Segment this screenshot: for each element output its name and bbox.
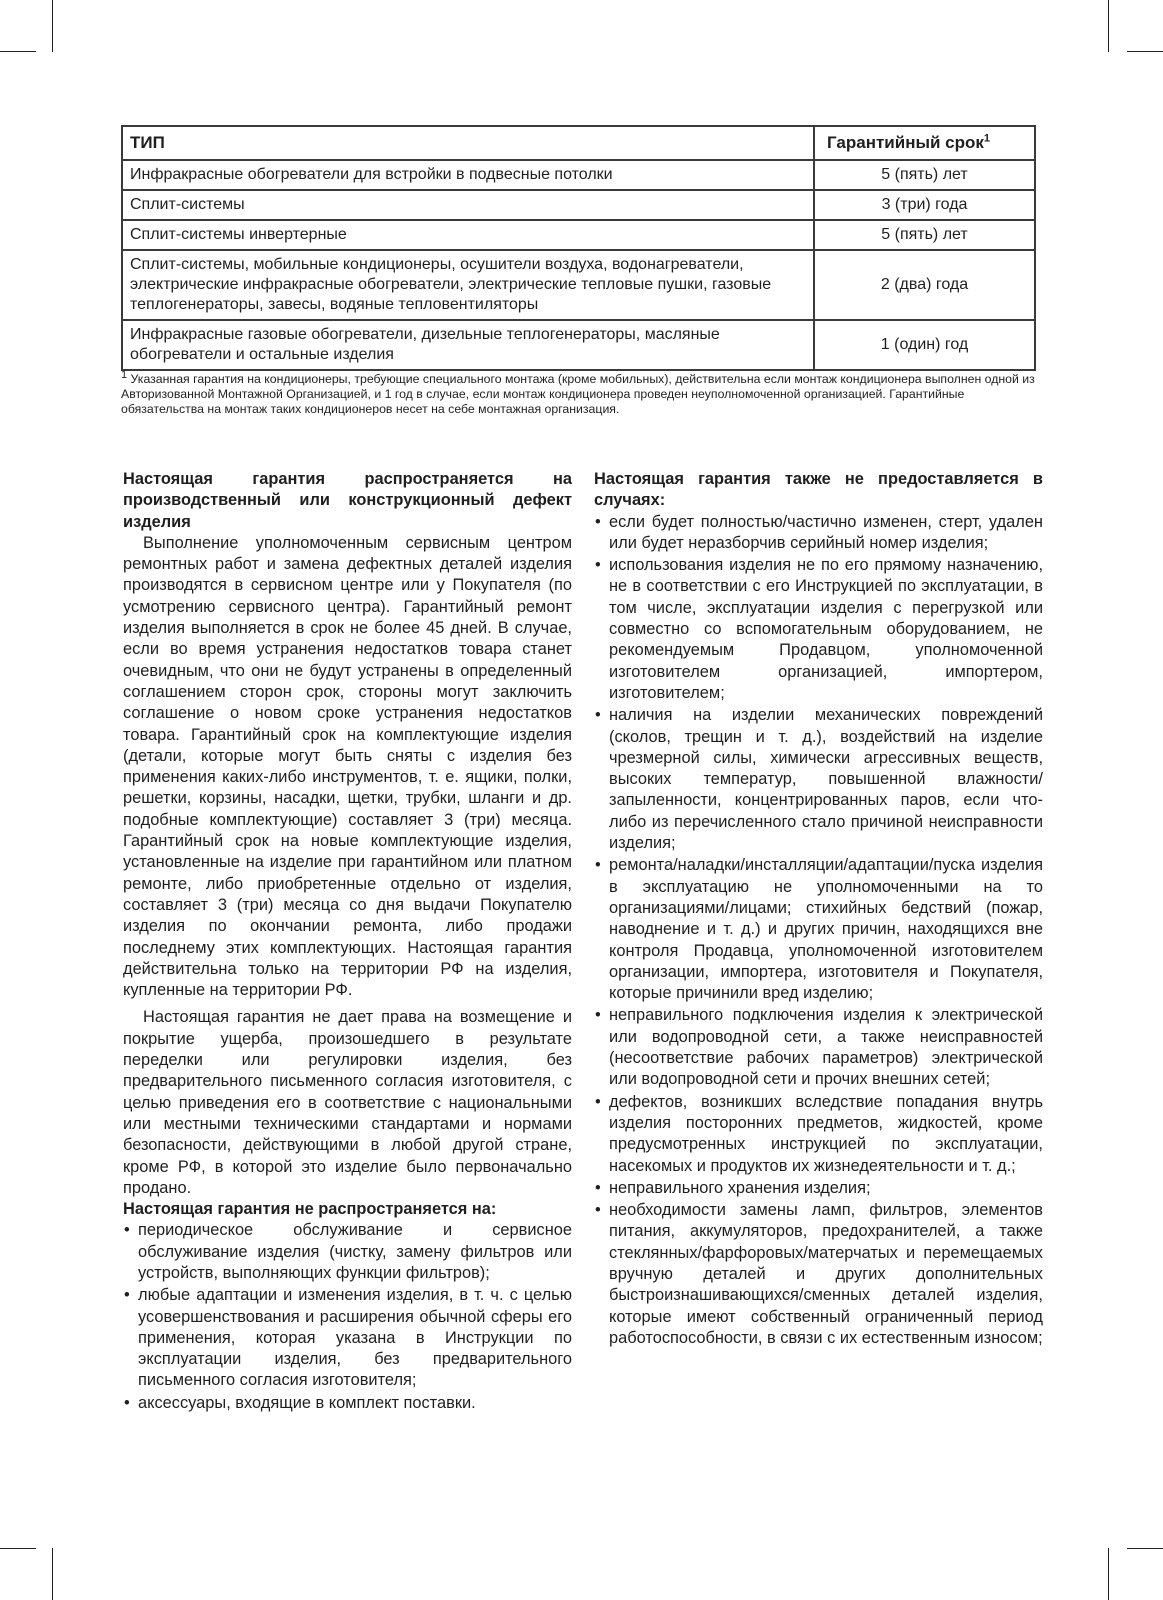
list-item: • дефектов, возникших вследствие попадания внутрь изделия посторонних предметов, жидкостей, кроме предусмотренных инструкцией по эксплуатации, насекомых и продуктов их жизнедеятельности и т. д.;: [594, 1092, 1043, 1177]
type-cell: Инфракрасные газовые обогреватели, дизельные теплогенераторы, масляные обогреватели и остальные изделия: [122, 320, 814, 370]
footnote-marker: 1: [983, 132, 991, 145]
type-cell: Сплит-системы, мобильные кондиционеры, осушители воздуха, водонагреватели, электрические инфракрасные обогреватели, электрические тепловые пушки, газовые теплогенераторы, завесы, водяные тепловентиляторы: [122, 250, 814, 320]
term-cell: 2 (два) года: [814, 250, 1035, 320]
crop-mark: [1108, 1548, 1109, 1600]
term-cell: 5 (пять) лет: [814, 220, 1035, 250]
term-cell: 5 (пять) лет: [814, 160, 1035, 190]
crop-mark: [0, 51, 36, 52]
crop-mark: [1127, 1548, 1163, 1549]
footnote-text: Указанная гарантия на кондиционеры, требующие специального монтажа (кроме мобильных), действительна если монтаж кондиционера выполнен одной из Авторизованной Монтажной Организацией, и 1 год в случае, если монтаж кондиционера проведен неуполномоченной организацией. Гарантийные обязательства на монтаж таких кондиционеров несет на себе монтажная организация.: [121, 372, 1035, 416]
cases-list: [594, 512, 1043, 1350]
crop-mark: [52, 0, 53, 52]
term-header-label: Гарантийный срок: [827, 133, 984, 152]
list-item: • аксессуары, входящие в комплект поставки.: [123, 1393, 572, 1414]
left-column: [123, 469, 572, 1415]
section-heading: Настоящая гарантия не распространяется на:: [123, 1200, 497, 1219]
list-item: • неправильного подключения изделия к электрической или водопроводной сети, а также неисправностей (несоответствие рабочих параметров) электрической или водопроводной сети и прочих внешних сетей;: [594, 1005, 1043, 1090]
type-cell: Инфракрасные обогреватели для встройки в подвесные потолки: [122, 160, 814, 190]
list-item: • ремонта/наладки/инсталляции/адаптации/пуска изделия в эксплуатацию не уполномоченными на то организациями/лицами; стихийных бедствий (пожар, наводнение и т. д.) и других причин, находящихся вне контроля Продавца, уполномоченной изготовителем организации, импортера, изготовителя и Покупателя, которые причинили вред изделию;: [594, 855, 1043, 1004]
table-row: [122, 250, 1035, 320]
term-cell: 1 (один) год: [814, 320, 1035, 370]
table-header-row: [122, 126, 1035, 160]
type-column-header: ТИП: [122, 126, 814, 160]
term-column-header: [814, 126, 1035, 160]
footnote: [121, 368, 1036, 417]
crop-mark: [52, 1548, 53, 1600]
section-heading: Настоящая гарантия также не предоставляется в случаях:: [594, 470, 1043, 510]
table-row: [122, 320, 1035, 370]
crop-mark: [1108, 0, 1109, 52]
warranty-table: [121, 125, 1036, 371]
list-item: • наличия на изделии механических повреждений (сколов, трещин и т. д.), воздействий на изделие чрезмерной силы, химически агрессивных веществ, высоких температур, повышенной влажности/запыленности, концентрированных паров, если что-либо из перечисленного стало причиной неисправности изделия;: [594, 705, 1043, 854]
crop-mark: [0, 1548, 36, 1549]
list-item: • использования изделия не по его прямому назначению, не в соответствии с его Инструкцией по эксплуатации, в том числе, эксплуатации изделия с перегрузкой или совместно со вспомогательным оборудованием, не рекомендуемым Продавцом, уполномоченной изготовителем организацией, импортером, изготовителем;: [594, 555, 1043, 704]
footnote-number: 1: [121, 368, 128, 381]
exclusions-list: [123, 1220, 572, 1414]
list-item: • неправильного хранения изделия;: [594, 1178, 1043, 1199]
crop-mark: [1127, 51, 1163, 52]
table-row: [122, 220, 1035, 250]
list-item: • периодическое обслуживание и сервисное обслуживание изделия (чистку, замену фильтров или устройств, выполняющих функции фильтров);: [123, 1220, 572, 1284]
right-column: [594, 469, 1043, 1350]
paragraph: Выполнение уполномоченным сервисным центром ремонтных работ и замена дефектных деталей изделия производятся в сервисном центре или у Покупателя (по усмотрению сервисного центра). Гарантийный ремонт изделия выполняется в срок не более 45 дней. В случае, если во время устранения недостатков товара станет очевидным, что они не будут устранены в определенный соглашением сторон срок, стороны могут заключить соглашение о новом сроке устранения недостатков товара. Гарантийный срок на комплектующие изделия (детали, которые могут быть сняты с изделия без применения каких-либо инструментов, т. е. ящики, полки, решетки, корзины, насадки, щетки, трубки, шланги и др. подобные комплектующие) составляет 3 (три) месяца. Гарантийный срок на новые комплектующие изделия, установленные на изделие при гарантийном или платном ремонте, либо приобретенные отдельно от изделия, составляет 3 (три) месяца со дня выдачи Покупателю изделия по окончании ремонта, либо продажи последнему этих комплектующих. Настоящая гарантия действительна только на территории РФ на изделия, купленные на территории РФ.: [123, 533, 572, 1000]
type-cell: Сплит-системы инвертерные: [122, 220, 814, 250]
table-row: [122, 160, 1035, 190]
list-item: • необходимости замены ламп, фильтров, элементов питания, аккумуляторов, предохранителей, а также стеклянных/фарфоровых/матерчатых и перемещаемых вручную деталей и других дополнительных быстроизнашивающихся/сменных деталей изделия, которые имеют собственный ограниченный период работоспособности, в связи с их естественным износом;: [594, 1200, 1043, 1349]
table-row: [122, 190, 1035, 220]
type-cell: Сплит-системы: [122, 190, 814, 220]
term-cell: 3 (три) года: [814, 190, 1035, 220]
list-item: • любые адаптации и изменения изделия, в т. ч. с целью усовершенствования и расширения обычной сферы его применения, которая указана в Инструкции по эксплуатации изделия, без предварительного письменного согласия изготовителя;: [123, 1285, 572, 1391]
paragraph: Настоящая гарантия не дает права на возмещение и покрытие ущерба, произошедшего в результате переделки или регулировки изделия, без предварительного письменного согласия изготовителя, с целью приведения его в соответствие с национальными или местными техническими стандартами и нормами безопасности, действующими в любой другой стране, кроме РФ, в которой это изделие было первоначально продано.: [123, 1008, 572, 1197]
section-heading: Настоящая гарантия распространяется на производственный или конструкционный дефект изделия: [123, 470, 572, 531]
list-item: • если будет полностью/частично изменен, стерт, удален или будет неразборчив серийный номер изделия;: [594, 512, 1043, 555]
